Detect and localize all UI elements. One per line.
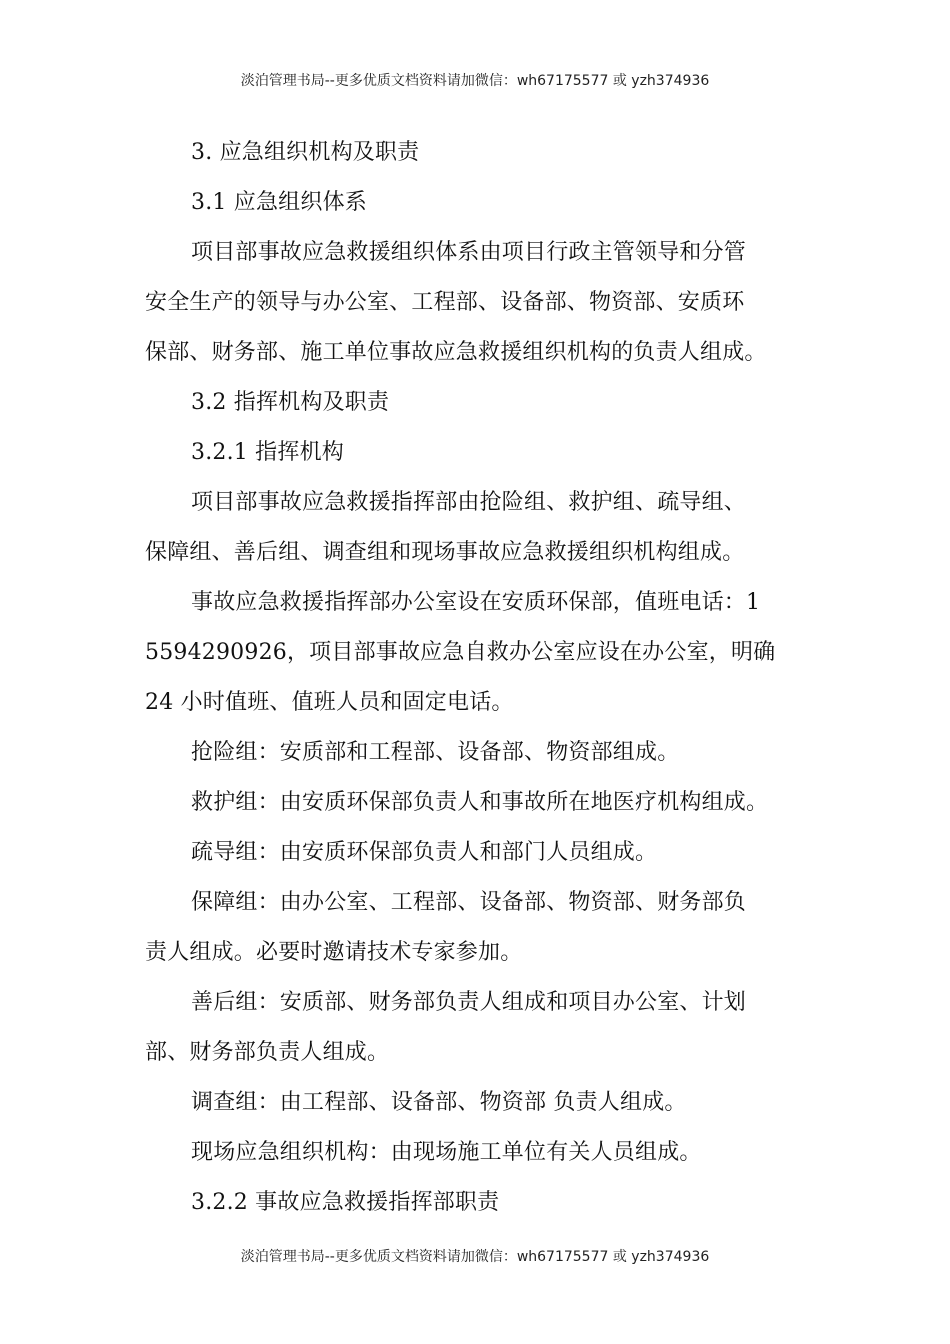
- subsection-heading: 3.2.2 事故应急救援指挥部职责: [191, 1190, 500, 1215]
- page-footer: 淡泊管理书局--更多优质文档资料请加微信：wh67175577 或 yzh374936: [240, 1249, 710, 1265]
- paragraph-line: 保障组：由办公室、工程部、设备部、物资部、财务部负: [191, 890, 747, 915]
- page-header: 淡泊管理书局--更多优质文档资料请加微信：wh67175577 或 yzh374936: [240, 73, 710, 89]
- paragraph-line: 善后组：安质部、财务部负责人组成和项目办公室、计划: [191, 990, 747, 1015]
- paragraph-line: 24 小时值班、值班人员和固定电话。: [145, 690, 514, 715]
- paragraph-line: 保部、财务部、施工单位事故应急救援组织机构的负责人组成。: [145, 340, 767, 365]
- paragraph-line: 救护组：由安质环保部负责人和事故所在地医疗机构组成。: [191, 790, 769, 815]
- paragraph-line: 抢险组：安质部和工程部、设备部、物资部组成。: [191, 740, 680, 765]
- section-heading: 3. 应急组织机构及职责: [191, 140, 420, 165]
- paragraph-line: 疏导组：由安质环保部负责人和部门人员组成。: [191, 840, 658, 865]
- paragraph-line: 部、财务部负责人组成。: [145, 1040, 390, 1065]
- paragraph-line: 现场应急组织机构：由现场施工单位有关人员组成。: [191, 1140, 702, 1165]
- subsection-heading: 3.1 应急组织体系: [191, 190, 367, 215]
- paragraph-line: 事故应急救援指挥部办公室设在安质环保部，值班电话：1: [191, 590, 761, 615]
- paragraph-line: 责人组成。必要时邀请技术专家参加。: [145, 940, 523, 965]
- paragraph-line: 保障组、善后组、调查组和现场事故应急救援组织机构组成。: [145, 540, 745, 565]
- paragraph-line: 项目部事故应急救援指挥部由抢险组、救护组、疏导组、: [191, 490, 747, 515]
- subsection-heading: 3.2.1 指挥机构: [191, 440, 344, 465]
- document-body: [145, 128, 810, 1228]
- subsection-heading: 3.2 指挥机构及职责: [191, 390, 390, 415]
- paragraph-line: 项目部事故应急救援组织体系由项目行政主管领导和分管: [191, 240, 747, 265]
- paragraph-line: 5594290926，项目部事故应急自救办公室应设在办公室，明确: [145, 640, 776, 665]
- paragraph-line: 安全生产的领导与办公室、工程部、设备部、物资部、安质环: [145, 290, 745, 315]
- paragraph-line: 调查组：由工程部、设备部、物资部 负责人组成。: [191, 1090, 687, 1115]
